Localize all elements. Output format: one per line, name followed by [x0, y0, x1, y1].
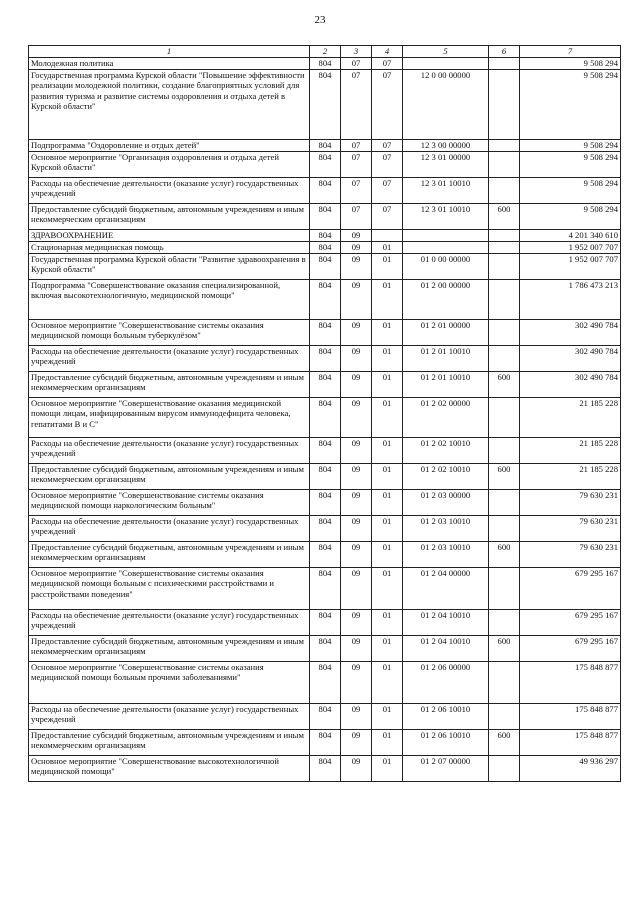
table-row: [29, 139, 621, 151]
target-article-cell: [403, 57, 489, 69]
ministry-code-cell: 804: [310, 241, 341, 253]
expense-type-cell: [489, 69, 520, 139]
subsection-code-cell: 01: [372, 661, 403, 703]
row-name-cell: Молодежная политика: [29, 57, 310, 69]
section-code-cell: 09: [341, 661, 372, 703]
table-row: [29, 729, 621, 755]
expense-type-cell: [489, 397, 520, 437]
target-article-cell: 01 2 02 10010: [403, 463, 489, 489]
ministry-code-cell: 804: [310, 319, 341, 345]
expense-type-cell: 600: [489, 729, 520, 755]
table-row: [29, 635, 621, 661]
table-header-row: [29, 46, 621, 58]
amount-cell: 302 490 784: [520, 345, 621, 371]
amount-cell: 79 630 231: [520, 515, 621, 541]
table-row: [29, 57, 621, 69]
subsection-code-cell: 01: [372, 371, 403, 397]
section-code-cell: 07: [341, 57, 372, 69]
section-code-cell: 09: [341, 241, 372, 253]
ministry-code-cell: 804: [310, 755, 341, 781]
table-row: [29, 541, 621, 567]
ministry-code-cell: 804: [310, 253, 341, 279]
row-name-cell: Расходы на обеспечение деятельности (оказание услуг) государственных учреждений: [29, 515, 310, 541]
section-code-cell: 09: [341, 253, 372, 279]
ministry-code-cell: 804: [310, 703, 341, 729]
ministry-code-cell: 804: [310, 463, 341, 489]
subsection-code-cell: 01: [372, 489, 403, 515]
subsection-code-cell: 01: [372, 345, 403, 371]
amount-cell: 9 508 294: [520, 57, 621, 69]
amount-cell: 21 185 228: [520, 463, 621, 489]
section-code-cell: 09: [341, 635, 372, 661]
target-article-cell: 01 2 07 00000: [403, 755, 489, 781]
subsection-code-cell: 01: [372, 635, 403, 661]
subsection-code-cell: 07: [372, 203, 403, 229]
page-number: 23: [314, 14, 326, 26]
expense-type-cell: [489, 229, 520, 241]
table-row: [29, 151, 621, 177]
expense-type-cell: [489, 177, 520, 203]
subsection-code-cell: 07: [372, 139, 403, 151]
target-article-cell: 01 2 03 10010: [403, 541, 489, 567]
expense-type-cell: [489, 151, 520, 177]
amount-cell: 9 508 294: [520, 177, 621, 203]
section-code-cell: 09: [341, 371, 372, 397]
ministry-code-cell: 804: [310, 151, 341, 177]
table-row: [29, 567, 621, 609]
target-article-cell: 01 0 00 00000: [403, 253, 489, 279]
section-code-cell: 07: [341, 69, 372, 139]
subsection-code-cell: 01: [372, 253, 403, 279]
expense-type-cell: [489, 319, 520, 345]
section-code-cell: 09: [341, 463, 372, 489]
section-code-cell: 07: [341, 151, 372, 177]
table-row: [29, 203, 621, 229]
subsection-code-cell: 01: [372, 241, 403, 253]
row-name-cell: Предоставление субсидий бюджетным, автономным учреждениям и иным некоммерческим организациям: [29, 541, 310, 567]
ministry-code-cell: 804: [310, 609, 341, 635]
row-name-cell: Предоставление субсидий бюджетным, автономным учреждениям и иным некоммерческим организациям: [29, 729, 310, 755]
column-header: 4: [372, 46, 403, 58]
target-article-cell: 01 2 00 00000: [403, 279, 489, 319]
subsection-code-cell: 01: [372, 463, 403, 489]
expense-type-cell: [489, 437, 520, 463]
ministry-code-cell: 804: [310, 567, 341, 609]
table-row: [29, 463, 621, 489]
section-code-cell: 09: [341, 755, 372, 781]
section-code-cell: 09: [341, 319, 372, 345]
ministry-code-cell: 804: [310, 635, 341, 661]
section-code-cell: 09: [341, 345, 372, 371]
row-name-cell: Основное мероприятие "Совершенствование оказания медицинской помощи лицам, инфицированным вирусом иммунодефицита человека, гепатитами B и C": [29, 397, 310, 437]
amount-cell: 1 952 007 707: [520, 253, 621, 279]
subsection-code-cell: 01: [372, 437, 403, 463]
target-article-cell: 01 2 03 00000: [403, 489, 489, 515]
table-row: [29, 345, 621, 371]
expense-type-cell: [489, 661, 520, 703]
section-code-cell: 09: [341, 567, 372, 609]
target-article-cell: 01 2 02 10010: [403, 437, 489, 463]
amount-cell: 79 630 231: [520, 489, 621, 515]
row-name-cell: Расходы на обеспечение деятельности (оказание услуг) государственных учреждений: [29, 177, 310, 203]
table-row: [29, 241, 621, 253]
amount-cell: 79 630 231: [520, 541, 621, 567]
subsection-code-cell: 01: [372, 279, 403, 319]
row-name-cell: ЗДРАВООХРАНЕНИЕ: [29, 229, 310, 241]
ministry-code-cell: 804: [310, 203, 341, 229]
section-code-cell: 09: [341, 541, 372, 567]
section-code-cell: 09: [341, 609, 372, 635]
expense-type-cell: [489, 609, 520, 635]
column-header: 3: [341, 46, 372, 58]
row-name-cell: Предоставление субсидий бюджетным, автономным учреждениям и иным некоммерческим организациям: [29, 371, 310, 397]
amount-cell: 679 295 167: [520, 567, 621, 609]
amount-cell: 9 508 294: [520, 151, 621, 177]
table-row: [29, 489, 621, 515]
section-code-cell: 09: [341, 489, 372, 515]
row-name-cell: Основное мероприятие "Совершенствование системы оказания медицинской помощи больным с психическими расстройствами и расстройствами поведения": [29, 567, 310, 609]
column-header: 7: [520, 46, 621, 58]
target-article-cell: 12 3 01 10010: [403, 177, 489, 203]
row-name-cell: Расходы на обеспечение деятельности (оказание услуг) государственных учреждений: [29, 437, 310, 463]
table-row: [29, 177, 621, 203]
expense-type-cell: 600: [489, 203, 520, 229]
target-article-cell: [403, 229, 489, 241]
amount-cell: 9 508 294: [520, 69, 621, 139]
amount-cell: 21 185 228: [520, 437, 621, 463]
row-name-cell: Предоставление субсидий бюджетным, автономным учреждениям и иным некоммерческим организациям: [29, 463, 310, 489]
expense-type-cell: [489, 567, 520, 609]
subsection-code-cell: 07: [372, 69, 403, 139]
amount-cell: 49 936 297: [520, 755, 621, 781]
section-code-cell: 09: [341, 397, 372, 437]
table-row: [29, 437, 621, 463]
column-header: 2: [310, 46, 341, 58]
amount-cell: 302 490 784: [520, 319, 621, 345]
subsection-code-cell: 01: [372, 755, 403, 781]
ministry-code-cell: 804: [310, 397, 341, 437]
ministry-code-cell: 804: [310, 437, 341, 463]
target-article-cell: 12 3 01 00000: [403, 151, 489, 177]
expense-type-cell: [489, 139, 520, 151]
amount-cell: 302 490 784: [520, 371, 621, 397]
target-article-cell: 01 2 06 00000: [403, 661, 489, 703]
amount-cell: 9 508 294: [520, 203, 621, 229]
row-name-cell: Основное мероприятие "Совершенствование системы оказания медицинской помощи больным туберкулёзом": [29, 319, 310, 345]
expense-type-cell: [489, 703, 520, 729]
target-article-cell: 12 3 01 10010: [403, 203, 489, 229]
row-name-cell: Основное мероприятие "Совершенствование высокотехнологичной медицинской помощи": [29, 755, 310, 781]
ministry-code-cell: 804: [310, 729, 341, 755]
subsection-code-cell: 01: [372, 703, 403, 729]
target-article-cell: 01 2 04 00000: [403, 567, 489, 609]
target-article-cell: 12 3 00 00000: [403, 139, 489, 151]
expense-type-cell: 600: [489, 371, 520, 397]
table-row: [29, 609, 621, 635]
section-code-cell: 09: [341, 229, 372, 241]
target-article-cell: 01 2 01 10010: [403, 371, 489, 397]
row-name-cell: Подпрограмма "Оздоровление и отдых детей": [29, 139, 310, 151]
column-header: 5: [403, 46, 489, 58]
section-code-cell: 07: [341, 177, 372, 203]
ministry-code-cell: 804: [310, 345, 341, 371]
target-article-cell: 01 2 01 00000: [403, 319, 489, 345]
subsection-code-cell: 07: [372, 177, 403, 203]
row-name-cell: Предоставление субсидий бюджетным, автономным учреждениям и иным некоммерческим организациям: [29, 635, 310, 661]
ministry-code-cell: 804: [310, 177, 341, 203]
subsection-code-cell: 01: [372, 609, 403, 635]
row-name-cell: Государственная программа Курской области "Повышение эффективности реализации молодежной политики, создание благоприятных условий для развития туризма и развитие системы оздоровления и отдыха детей в Курской области": [29, 69, 310, 139]
expense-type-cell: [489, 515, 520, 541]
budget-table: [28, 45, 621, 782]
ministry-code-cell: 804: [310, 139, 341, 151]
row-name-cell: Основное мероприятие "Организация оздоровления и отдыха детей Курской области": [29, 151, 310, 177]
target-article-cell: 12 0 00 00000: [403, 69, 489, 139]
target-article-cell: 01 2 01 10010: [403, 345, 489, 371]
table-row: [29, 703, 621, 729]
row-name-cell: Основное мероприятие "Совершенствование системы оказания медицинской помощи больным прочими заболеваниями": [29, 661, 310, 703]
table-row: [29, 661, 621, 703]
ministry-code-cell: 804: [310, 57, 341, 69]
table-row: [29, 397, 621, 437]
row-name-cell: Стационарная медицинская помощь: [29, 241, 310, 253]
ministry-code-cell: 804: [310, 279, 341, 319]
table-row: [29, 319, 621, 345]
amount-cell: 679 295 167: [520, 609, 621, 635]
subsection-code-cell: 01: [372, 515, 403, 541]
table-row: [29, 371, 621, 397]
ministry-code-cell: 804: [310, 515, 341, 541]
subsection-code-cell: 01: [372, 567, 403, 609]
section-code-cell: 07: [341, 139, 372, 151]
target-article-cell: [403, 241, 489, 253]
amount-cell: 9 508 294: [520, 139, 621, 151]
subsection-code-cell: 01: [372, 319, 403, 345]
expense-type-cell: [489, 755, 520, 781]
subsection-code-cell: 01: [372, 397, 403, 437]
target-article-cell: 01 2 02 00000: [403, 397, 489, 437]
column-header: 1: [29, 46, 310, 58]
table-row: [29, 755, 621, 781]
expense-type-cell: [489, 279, 520, 319]
expense-type-cell: [489, 345, 520, 371]
table-row: [29, 229, 621, 241]
row-name-cell: Расходы на обеспечение деятельности (оказание услуг) государственных учреждений: [29, 609, 310, 635]
ministry-code-cell: 804: [310, 661, 341, 703]
subsection-code-cell: 07: [372, 151, 403, 177]
section-code-cell: 07: [341, 203, 372, 229]
section-code-cell: 09: [341, 703, 372, 729]
target-article-cell: 01 2 04 10010: [403, 635, 489, 661]
amount-cell: 21 185 228: [520, 397, 621, 437]
ministry-code-cell: 804: [310, 541, 341, 567]
ministry-code-cell: 804: [310, 489, 341, 515]
row-name-cell: Расходы на обеспечение деятельности (оказание услуг) государственных учреждений: [29, 345, 310, 371]
row-name-cell: Государственная программа Курской области "Развитие здравоохранения в Курской области": [29, 253, 310, 279]
amount-cell: 1 786 473 213: [520, 279, 621, 319]
row-name-cell: Предоставление субсидий бюджетным, автономным учреждениям и иным некоммерческим организациям: [29, 203, 310, 229]
table-row: [29, 69, 621, 139]
table-row: [29, 279, 621, 319]
subsection-code-cell: 07: [372, 57, 403, 69]
section-code-cell: 09: [341, 279, 372, 319]
expense-type-cell: [489, 253, 520, 279]
expense-type-cell: [489, 241, 520, 253]
amount-cell: 175 848 877: [520, 729, 621, 755]
amount-cell: 175 848 877: [520, 703, 621, 729]
table-row: [29, 253, 621, 279]
table-row: [29, 515, 621, 541]
row-name-cell: Подпрограмма "Совершенствование оказания специализированной, включая высокотехнологичную, медицинской помощи": [29, 279, 310, 319]
expense-type-cell: [489, 57, 520, 69]
column-header: 6: [489, 46, 520, 58]
subsection-code-cell: 01: [372, 729, 403, 755]
amount-cell: 1 952 007 707: [520, 241, 621, 253]
expense-type-cell: 600: [489, 463, 520, 489]
amount-cell: 679 295 167: [520, 635, 621, 661]
target-article-cell: 01 2 03 10010: [403, 515, 489, 541]
subsection-code-cell: [372, 229, 403, 241]
target-article-cell: 01 2 04 10010: [403, 609, 489, 635]
ministry-code-cell: 804: [310, 371, 341, 397]
section-code-cell: 09: [341, 437, 372, 463]
ministry-code-cell: 804: [310, 69, 341, 139]
amount-cell: 4 201 340 610: [520, 229, 621, 241]
section-code-cell: 09: [341, 729, 372, 755]
row-name-cell: Расходы на обеспечение деятельности (оказание услуг) государственных учреждений: [29, 703, 310, 729]
row-name-cell: Основное мероприятие "Совершенствование системы оказания медицинской помощи наркологическим больным": [29, 489, 310, 515]
expense-type-cell: 600: [489, 635, 520, 661]
section-code-cell: 09: [341, 515, 372, 541]
ministry-code-cell: 804: [310, 229, 341, 241]
target-article-cell: 01 2 06 10010: [403, 729, 489, 755]
subsection-code-cell: 01: [372, 541, 403, 567]
expense-type-cell: 600: [489, 541, 520, 567]
target-article-cell: 01 2 06 10010: [403, 703, 489, 729]
amount-cell: 175 848 877: [520, 661, 621, 703]
expense-type-cell: [489, 489, 520, 515]
